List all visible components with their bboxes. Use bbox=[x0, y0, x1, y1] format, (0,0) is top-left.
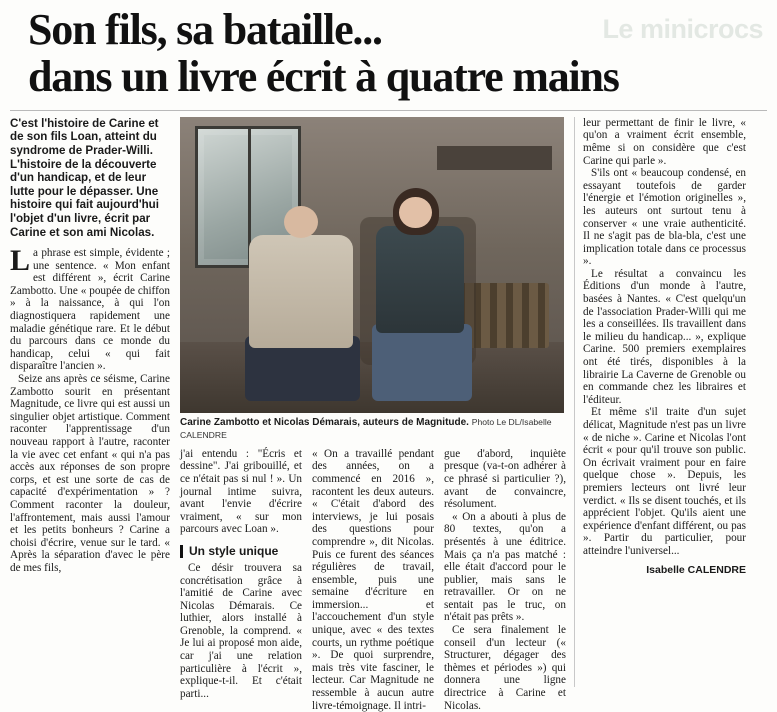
section-subheading: Un style unique bbox=[180, 545, 302, 558]
paragraph: Ce sera finalement le conseil d'un lecteur (« Structurer, dégager des thèmes et périodes ») qui donnera une ligne directrice à Carine et Nicolas. bbox=[444, 624, 566, 712]
photo-caption bbox=[180, 416, 564, 442]
drop-cap: L bbox=[10, 244, 31, 278]
paragraph: Seize ans après ce séisme, Carine Zambotto sourit en présentant Magnitude, ce livre qui est aussi un singulier objet artistique. Comment raconter l'apprentissage d'un nouveau rapport à l'autre, raconter la vie avec cet enfant « qui n'a pas accès aux réponses de son propre corps, et est une sorte de cas de capacité d'expérimentation » ? Comment raconter la douleur, l'affrontement, mais aussi l'amour et les petits bonheurs ? Carine a choisi d'écrire, venue sur le tard. « Après la séparation d'avec le père de mes fils, bbox=[10, 373, 170, 574]
article-byline: Isabelle CALENDRE bbox=[646, 563, 746, 576]
page-title bbox=[28, 5, 767, 101]
photo-shelf bbox=[437, 146, 552, 170]
photo-person-woman-body bbox=[376, 226, 464, 333]
lead-paragraph-block bbox=[10, 244, 170, 373]
headline-line-1: Son fils, sa bataille... bbox=[28, 5, 382, 54]
paragraph: leur permettant de finir le livre, « qu'on a vraiment écrit ensemble, même si on considère que c'est Carine qui parle ». bbox=[583, 116, 746, 167]
photo-credit: Photo Le DL/Isabelle CALENDRE bbox=[180, 416, 552, 440]
column-center-middle bbox=[312, 448, 434, 712]
paragraph: gue d'abord, inquiète presque (va-t-on adhérer à ce phrasé si particulier ?), avant de convaincre, résolument. bbox=[444, 447, 566, 511]
photo-person-man-head bbox=[284, 206, 319, 239]
article-body bbox=[10, 116, 767, 712]
article-photo bbox=[180, 117, 564, 413]
photo-person-woman-legs bbox=[372, 324, 472, 401]
column-center bbox=[180, 117, 566, 712]
column-left bbox=[10, 117, 170, 687]
paragraph: Ce désir trouvera sa concrétisation grâce à l'amitié de Carine avec Nicolas Démarais. Ce luthier, alors installé à Grenoble, la comprend. « Je lui ai proposé mon aide, car j'ai une relation particulière à l'écrit », explique-t-il. Et c'était parti... bbox=[180, 561, 302, 700]
headline-line-2: dans un livre écrit à quatre mains bbox=[28, 51, 619, 101]
paragraph: j'ai entendu : "Écris et dessine". J'ai gribouillé, et ce n'était pas si nul ! ». Un journal intime suivra, avant l'envie d'écrire vraiment, « sur mon parcours avec Loan ». bbox=[180, 447, 302, 536]
column-center-left bbox=[180, 448, 302, 712]
paragraph: « On a travaillé pendant des années, on a commencé en 2016 », racontent les deux auteurs. « C'était d'abord des interviews, je lui posais des questions pour comprendre », dit Nicolas. Puis ce furent des séances régulières de travail, ensemble, puis une semaine d'écriture en immersion... et l'accouchement d'un style unique, avec « des textes courts, un rythme poétique ». De quoi surprendre, mais très vite fasciner, le lecteur. Car Magnitude ne ressemble à aucun autre livre-témoignage. Il intri- bbox=[312, 447, 434, 712]
headline-divider bbox=[10, 110, 767, 111]
photo-caption-text: Carine Zambotto et Nicolas Démarais, auteurs de Magnitude. bbox=[180, 416, 469, 428]
paragraph: « On a abouti à plus de 80 textes, qu'on a présentés à une éditrice. Mais ça n'a pas matché : elle était d'accord pour le publier, mais sans le retravailler. Or on ne sentait pas le truc, on n'était pas prêts ». bbox=[444, 510, 566, 624]
paragraph: Le résultat a convaincu les Éditions d'un monde à l'autre, basées à Nantes. « C'est quelqu'un de l'association Prader-Willi qui me les a conseillées. Ils travaillent dans le milieu du handicap... », explique Carine. 500 premiers exemplaires ont été tirés, disponibles à la librairie La Caverne de Grenoble ou en commande chez les libraires et l'éditeur. bbox=[583, 267, 746, 406]
standfirst: C'est l'histoire de Carine et de son fils Loan, atteint du syndrome de Prader-Willi. L'histoire de la découverte d'un handicap, et de leur lutte pour le dépasser. Une histoire qui fait aujourd'hui l'objet d'un livre, écrit par Carine et son ami Nicolas. bbox=[10, 116, 159, 239]
photo-block bbox=[180, 117, 564, 442]
paragraph: S'ils ont « beaucoup condensé, en essayant toutefois de garder l'énergie et l'émotion originelles », les auteurs ont surtout tenu à conserver « une vraie authenticité. Il ne s'agit pas de bla-bla, c'est une implication totale dans ce processus ». bbox=[583, 167, 746, 268]
paragraph: Et même s'il traite d'un sujet délicat, Magnitude n'est pas un livre « de niche ». Carine et Nicolas l'ont écrit « pour qu'il trouve son public. On écrivait vraiment pour en faire quelque chose ». Depuis, les premiers lecteurs ont livré leur verdict. « Ils se disent touchés, et ils apprécient l'objet. Qu'ils aient une expérience d'enfant différent, ou pas ». Partir du particulier, pour atteindre l'universel... bbox=[583, 406, 746, 557]
paragraph: a phrase est simple, évidente ; une sentence. « Mon enfant est différent », écrit Carine Zambotto. Une « poupée de chiffon » à la naissance, à qui l'on diagnostiquera rapidement une maladie génétique rare. Et le début du parcours dans ce monde du handicap, celui « qui fait disparaître l'ancien ». bbox=[10, 247, 170, 373]
background-bleed-text: Le minicrocs bbox=[602, 14, 763, 44]
center-subcolumns bbox=[180, 448, 564, 712]
column-center-right bbox=[444, 448, 566, 712]
column-right bbox=[574, 117, 746, 687]
photo-person-man-body bbox=[249, 235, 353, 347]
photo-person-woman-head bbox=[399, 197, 432, 228]
